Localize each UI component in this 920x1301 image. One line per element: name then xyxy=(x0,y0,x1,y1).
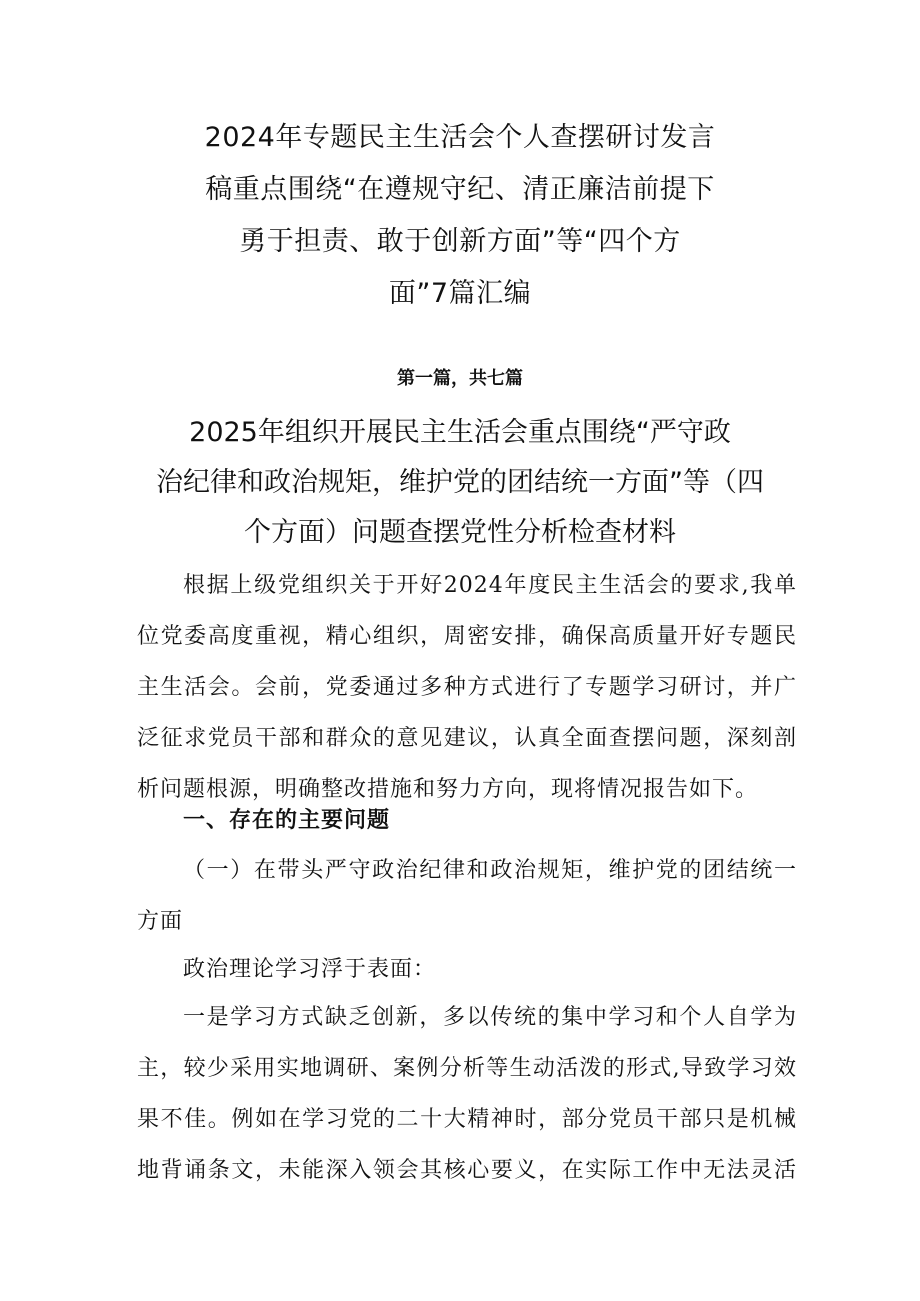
section-heading-text: 一、存在的主要问题 xyxy=(183,807,391,833)
subsection-line: 方面 xyxy=(137,909,184,934)
title-line: 面”7篇汇编 xyxy=(388,278,532,309)
paragraph-line: 泛征求党员干部和群众的意见建议，认真全面查摆问题，深刻剖 xyxy=(137,726,797,751)
paragraph-line: 主，较少采用实地调研、案例分析等生动活泼的形式,导致学习效 xyxy=(137,1056,797,1081)
paragraph-line: 析问题根源，明确整改措施和努力方向，现将情况报告如下。 xyxy=(137,777,759,802)
point-heading xyxy=(137,944,797,995)
paragraph-line: 果不佳。例如在学习党的二十大精神时，部分党员干部只是机械 xyxy=(137,1107,797,1132)
title-line: 稿重点围绕“在遵规守纪、清正廉洁前提下 xyxy=(205,174,715,205)
intro-paragraph xyxy=(137,560,797,815)
paragraph-line: 主生活会。会前，党委通过多种方式进行了专题学习研讨，并广 xyxy=(137,675,797,700)
title-line: 2024年专题民主生活会个人查摆研讨发言 xyxy=(204,122,716,153)
article-title-line: 2025年组织开展民主生活会重点围绕“严守政 xyxy=(189,417,731,448)
paragraph-line: 一是学习方式缺乏创新，多以传统的集中学习和个人自学为 xyxy=(183,1005,797,1030)
part-label: 第一篇，共七篇 xyxy=(397,368,523,389)
title-line: 勇于担责、敢于创新方面”等“四个方 xyxy=(239,226,681,257)
paragraph-line: 地背诵条文，未能深入领会其核心要义，在实际工作中无法灵活 xyxy=(137,1158,797,1183)
subsection-line: （一）在带头严守政治纪律和政治规矩，维护党的团结统一 xyxy=(183,858,797,883)
article-title xyxy=(100,408,820,558)
section-heading xyxy=(137,795,797,846)
point-one-paragraph xyxy=(137,992,797,1196)
article-title-line: 治纪律和政治规矩，维护党的团结统一方面”等（四 xyxy=(156,467,764,498)
paragraph-line: 位党委高度重视，精心组织，周密安排，确保高质量开好专题民 xyxy=(137,624,797,649)
point-heading-text: 政治理论学习浮于表面： xyxy=(183,957,437,982)
article-title-line: 个方面）问题查摆党性分析检查材料 xyxy=(244,517,676,548)
document-title xyxy=(120,112,800,320)
subsection-heading xyxy=(137,845,797,947)
paragraph-line: 根据上级党组织关于开好2024年度民主生活会的要求,我单 xyxy=(183,573,797,598)
